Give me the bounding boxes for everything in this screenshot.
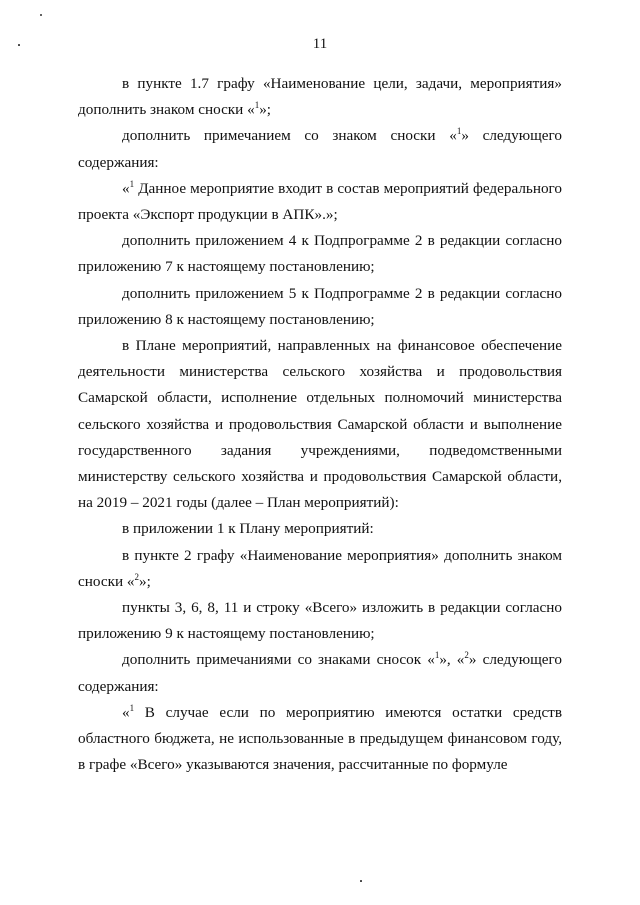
paragraph-1: в пункте 1.7 графу «Наименование цели, задачи, мероприятия» дополнить знаком сноски «$^1$»; [78,75,562,119]
document-body [78,71,562,778]
paragraph-9: пункты 3, 6, 8, 11 и строку «Всего» изложить в редакции согласно приложению 9 к настоящему постановлению; [78,599,562,643]
footnote-mark: 2 [134,571,139,582]
footnote-mark: 1 [254,100,260,111]
footnote-mark: 1 [434,650,440,661]
page-number: 11 [312,36,328,52]
scan-speck [360,880,362,882]
paragraph-4: дополнить приложением 4 к Подпрограмме 2 в редакции согласно приложению 7 к настоящему постановлению; [78,232,562,276]
paragraph-10: дополнить примечаниями со знаками сносок «$^1$», «$^2$» следующего содержания: [78,650,562,695]
paragraph-11: «$^1$ В случае если по мероприятию имеются остатки средств областного бюджета, не использованные в предыдущем финансовом году, в графе «Всего» указываются значения, рассчитанные по формуле [78,702,562,774]
paragraph-8: в пункте 2 графу «Наименование мероприятия» дополнить знаком сноски «$^2$»; [78,546,562,590]
footnote-mark: 1 [129,178,135,189]
paragraph-7: в приложении 1 к Плану мероприятий: [122,520,374,538]
paragraph-6: в Плане мероприятий, направленных на финансовое обеспечение деятельности министерства сельского хозяйства и продовольствия Самарской области, исполнение отдельных полномочий министерства сельского хозяйства и продовольствия Самарской области и выполнение государственного задания учреждениями, подведомственными министерству сельского хозяйства и продовольствия Самарской области, на 2019 – 2021 годы (далее – План мероприятий): [78,337,562,512]
footnote-mark: 1 [456,126,462,137]
footnote-mark: 1 [129,702,135,713]
scan-speck [40,14,42,16]
paragraph-2: дополнить примечанием со знаком сноски «$^1$» следующего содержания: [78,126,562,171]
footnote-mark: 2 [464,650,469,661]
paragraph-3: «$^1$ Данное мероприятие входит в состав мероприятий федерального проекта «Экспорт продукции в АПК».»; [78,178,562,224]
paragraph-5: дополнить приложением 5 к Подпрограмме 2 в редакции согласно приложению 8 к настоящему постановлению; [78,284,562,328]
